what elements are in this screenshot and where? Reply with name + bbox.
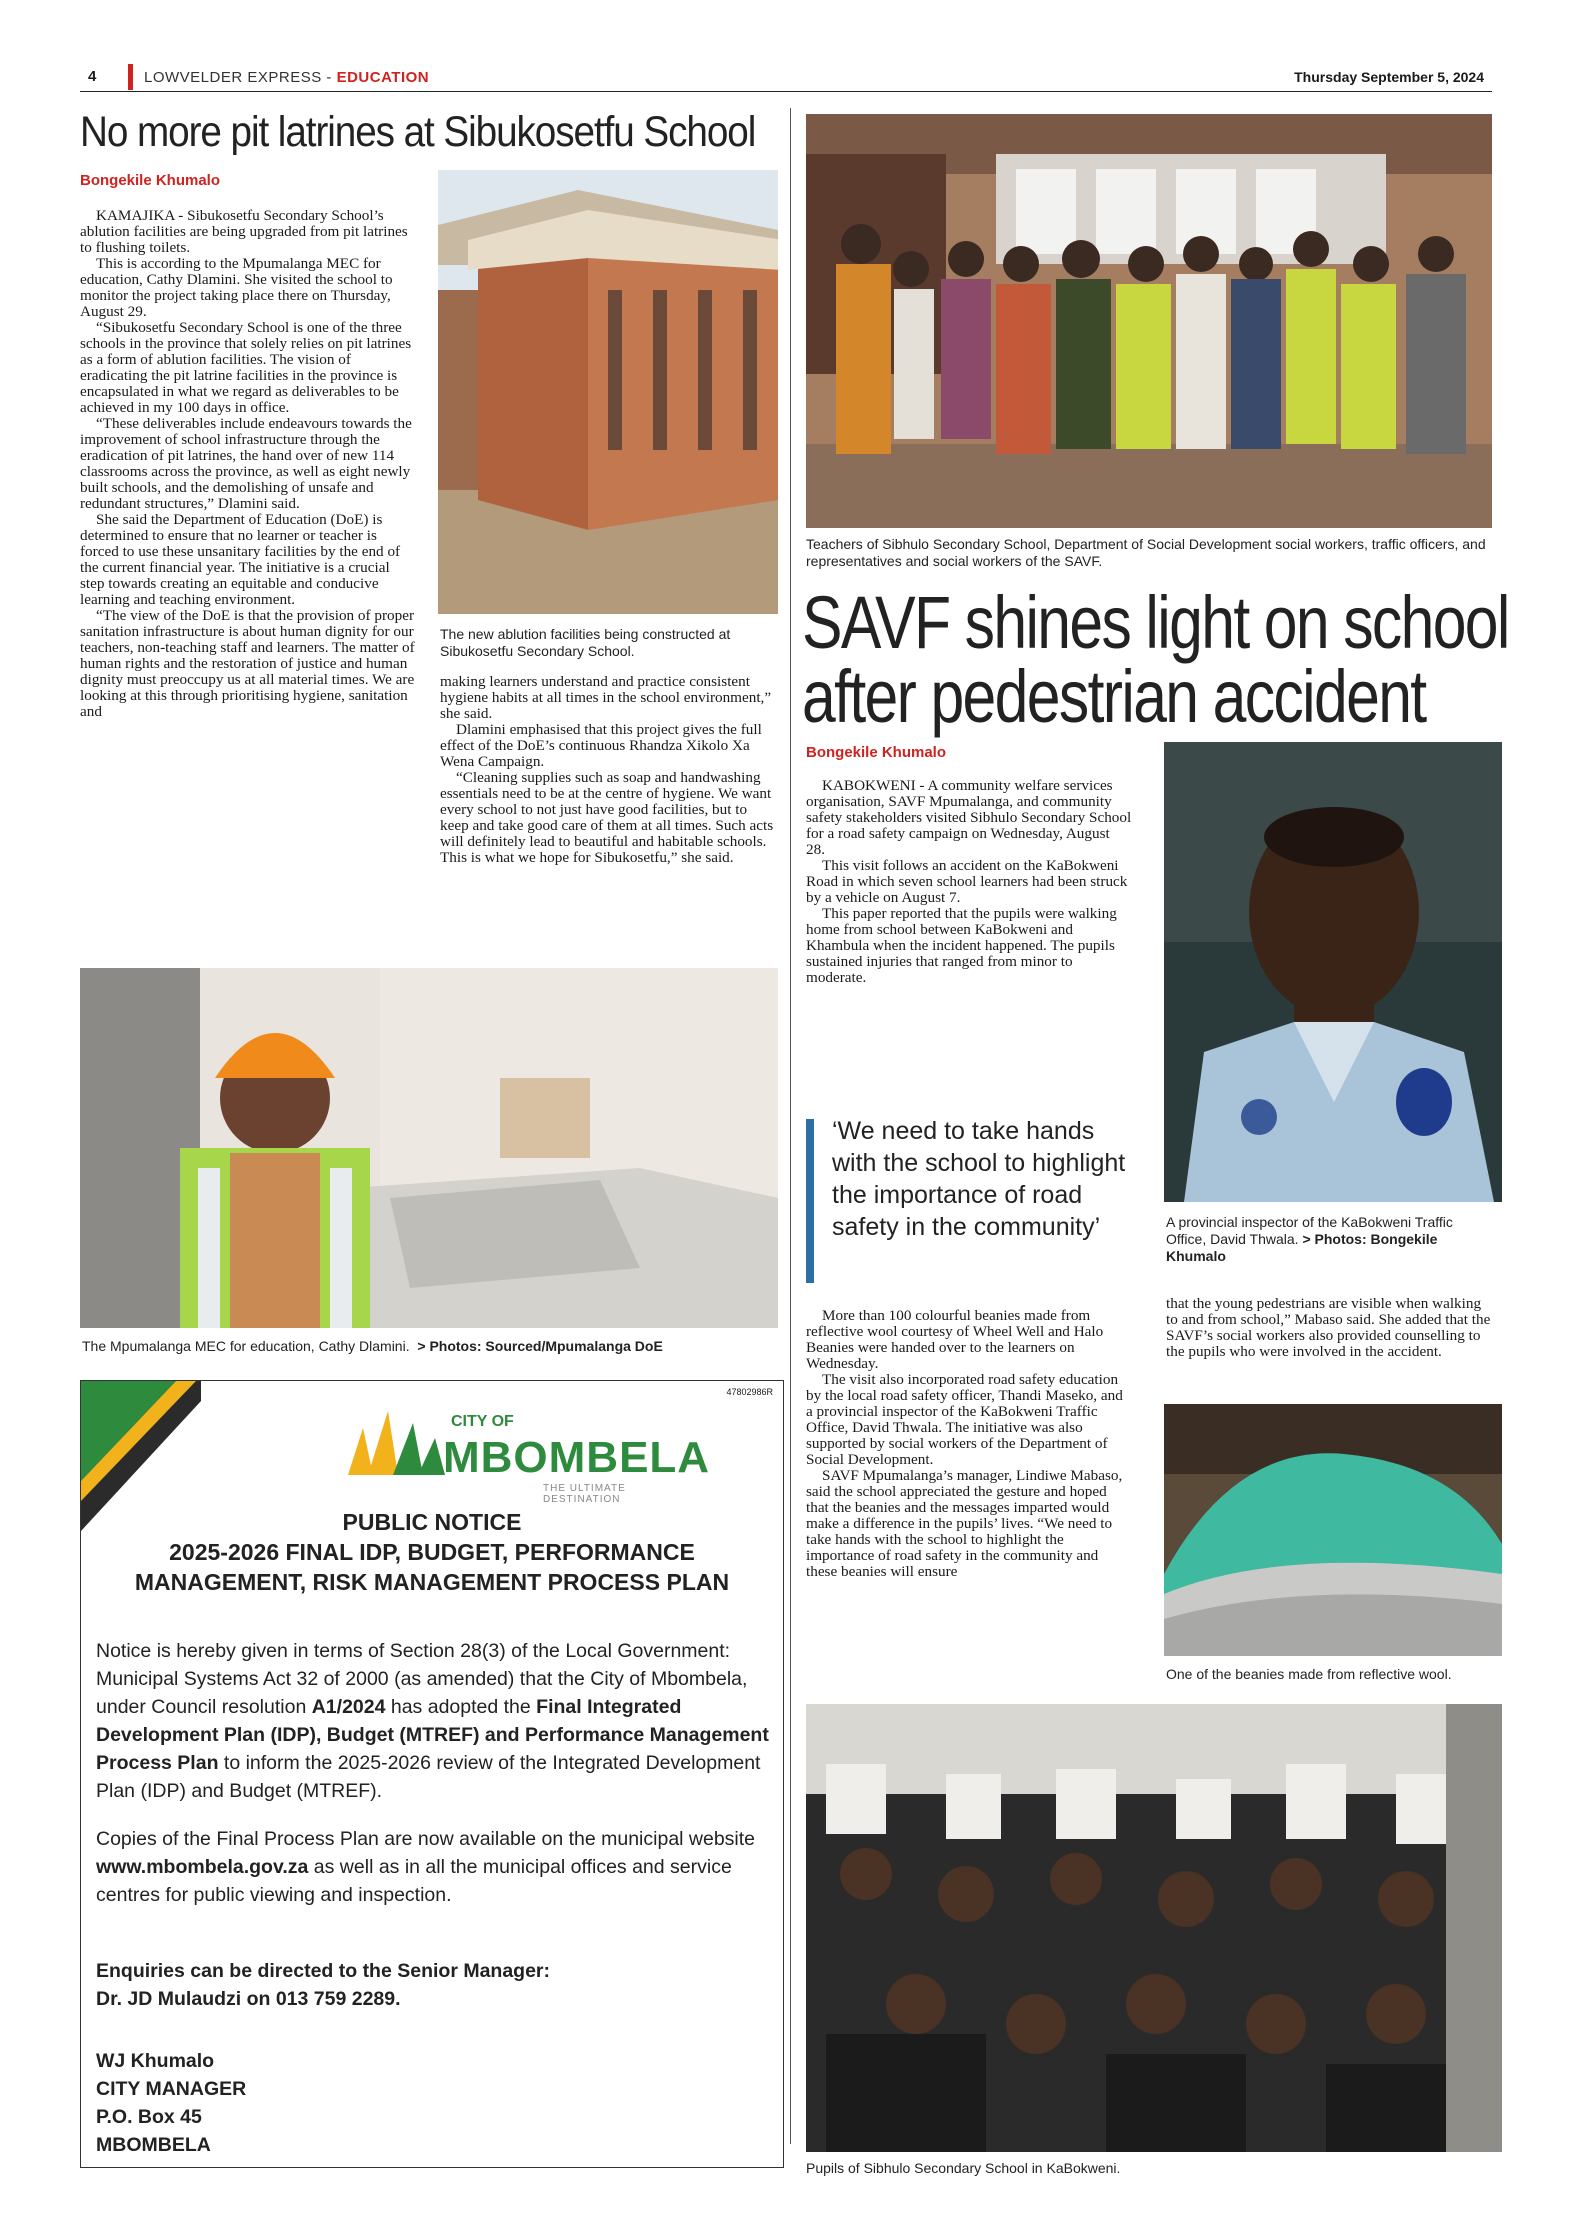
- pull-quote: [806, 1115, 1144, 1285]
- resolution-number: A1/2024: [311, 1696, 386, 1718]
- article1-column1: [80, 208, 417, 720]
- text-run: Notice is hereby given in terms of Section 28(3) of the Local Government: Municipal Systems Act 32 of 2000 (as amended) that the City of Mbombela, under Council resolution: [96, 1640, 748, 1718]
- photo-credit: > Photos: Sourced/Mpumalanga DoE: [417, 1338, 663, 1354]
- paragraph: “The view of the DoE is that the provision of proper sanitation infrastructure is about human dignity for our teachers, non-teaching staff and learners. The matter of human rights and the restoration of justice and human dignity must preoccupy us at all material times. We are looking at this through prioritising hygiene, sanitation and: [80, 607, 415, 720]
- paragraph: She said the Department of Education (DoE) is determined to ensure that no learner or teacher is forced to use these unsanitary facilities by the end of the current financial year. The initiative is a crucial step towards creating an equitable and conducive learning and teaching environment.: [80, 511, 401, 608]
- paragraph: “Sibukosetfu Secondary School is one of the three schools in the province that solely relies on pit latrines as a form of ablution facilities. The vision of eradicating the pit latrine facilities in the province is encapsulated in what we regard as deliverables to be achieved in my 100 days in office.: [80, 319, 412, 416]
- notice-paragraph-2: [96, 1825, 776, 1909]
- enquiries: [96, 1957, 776, 2013]
- text-run: as well as in all the municipal offices and service centres for public viewing and inspection.: [96, 1856, 732, 1906]
- caption-text: A provincial inspector of the KaBokweni Traffic Office, David Thwala.: [1166, 1214, 1453, 1247]
- paragraph: This paper reported that the pupils were walking home from school between KaBokweni and Khambula when the incident happened. The pupils sustained injuries that ranged from minor to moderate.: [806, 905, 1117, 986]
- group-photo: [806, 114, 1492, 528]
- text-run: Copies of the Final Process Plan are now available on the municipal website: [96, 1828, 756, 1850]
- pupils-photo: [806, 1704, 1502, 2152]
- article1-column2: [440, 674, 778, 866]
- notice-paragraph-1: [96, 1637, 776, 1805]
- paragraph: that the young pedestrians are visible when walking to and from school,” Mabaso said. She added that the SAVF’s social workers also provided counselling to the pupils who were involved in the accident.: [1166, 1295, 1491, 1360]
- paper-title: LOWVELDER EXPRESS -: [144, 69, 337, 86]
- beanie-photo: [1164, 1404, 1502, 1656]
- article1-headline: No more pit latrines at Sibukosetfu School: [80, 108, 756, 156]
- plan-name: Final Integrated Development Plan (IDP), Budget (MTREF) and Performance Management Process Plan: [96, 1696, 769, 1774]
- pull-quote-bar: [806, 1119, 814, 1283]
- mec-photo-caption: [82, 1338, 782, 1355]
- logo-name: MBOMBELA: [443, 1433, 711, 1482]
- mbombela-public-notice-advert: [80, 1380, 784, 2168]
- paragraph: This visit follows an accident on the KaBokweni Road in which seven school learners had been struck by a vehicle on August 7.: [806, 857, 1128, 906]
- inspector-photo: [1164, 742, 1502, 1202]
- signatory-title: CITY MANAGER: [96, 2078, 247, 2100]
- logo-tagline: THE ULTIMATE DESTINATION: [543, 1483, 626, 1505]
- group-photo-caption: Teachers of Sibhulo Secondary School, Department of Social Development social workers, traffic officers, and representatives and social workers of the SAVF.: [806, 536, 1486, 569]
- pupils-caption: Pupils of Sibhulo Secondary School in KaBokweni.: [806, 2160, 1121, 2176]
- text-run: has adopted the: [385, 1696, 537, 1718]
- paragraph: “These deliverables include endeavours towards the improvement of school infrastructure through the eradication of pit latrines, the hand over of new 114 classrooms across the province, as well as eight newly built schools, and the demolishing of unsafe and redundant structures,” Dlamini said.: [80, 415, 412, 512]
- pull-quote-text: ‘We need to take hands with the school to highlight the importance of road safety in the community’: [832, 1117, 1126, 1241]
- issue-date: Thursday September 5, 2024: [1294, 69, 1484, 85]
- paragraph: SAVF Mpumalanga’s manager, Lindiwe Mabaso, said the school appreciated the gesture and hoped that the beanies and the messages imparted would make a difference in the pupils’ lives. “We need to take hands with the school to highlight the importance of road safety in the community and these beanies will ensure: [806, 1467, 1123, 1580]
- caption-text: The Mpumalanga MEC for education, Cathy Dlamini.: [82, 1338, 410, 1354]
- inspector-caption: [1166, 1214, 1492, 1265]
- postal-box: P.O. Box 45: [96, 2106, 202, 2128]
- enquiries-line2: Dr. JD Mulaudzi on 013 759 2289.: [96, 1988, 401, 2010]
- header-accent-bar: [128, 64, 133, 90]
- paragraph: This is according to the Mpumalanga MEC for education, Cathy Dlamini. She visited the school to monitor the project taking place there on Thursday, August 29.: [80, 255, 393, 320]
- signature-block: [96, 2047, 776, 2159]
- paragraph: making learners understand and practice consistent hygiene habits at all times in the school environment,” she said.: [440, 673, 772, 722]
- beanie-caption: One of the beanies made from reflective wool.: [1166, 1666, 1452, 1682]
- mec-photo: [80, 968, 778, 1328]
- article2-column1-continued: [806, 1308, 1132, 1580]
- article2-byline: Bongekile Khumalo: [806, 744, 947, 761]
- page-number: 4: [88, 68, 97, 85]
- logo-city-of: CITY OF: [451, 1413, 514, 1430]
- paragraph: KAMAJIKA - Sibukosetfu Secondary School’s ablution facilities are being upgraded from pit latrines to flushing toilets.: [80, 207, 408, 256]
- page-header: [80, 64, 1492, 92]
- section-name: EDUCATION: [336, 69, 430, 86]
- website-link[interactable]: www.mbombela.gov.za: [96, 1856, 309, 1878]
- notice-subtitle-line1: 2025-2026 FINAL IDP, BUDGET, PERFORMANCE: [169, 1539, 695, 1565]
- paragraph: The visit also incorporated road safety education by the local road safety officer, Thandi Maseko, and a provincial inspector of the KaBokweni Traffic Office, David Thwala. The initiative was also supported by social workers of the Department of Social Development.: [806, 1371, 1123, 1468]
- mbombela-logo: [343, 1403, 711, 1505]
- article2-headline-line1: SAVF shines light on school: [802, 581, 1509, 664]
- paragraph: “Cleaning supplies such as soap and handwashing essentials need to be at the centre of hygiene. We want every school to not just have good facilities, but to keep and take good care of them at all times. Such acts will definitely lead to beautiful and habitable schools. This is what we hope for Sibukosetfu,” she said.: [440, 769, 774, 866]
- enquiries-line1: Enquiries can be directed to the Senior Manager:: [96, 1960, 551, 1982]
- column-divider: [790, 108, 791, 2144]
- article2-column1: [806, 778, 1132, 986]
- article1-byline: Bongekile Khumalo: [80, 172, 221, 189]
- article2-column2: [1166, 1296, 1492, 1360]
- photo-credit: > Photos: Bongekile Khumalo: [1166, 1231, 1438, 1264]
- paragraph: Dlamini emphasised that this project gives the full effect of the DoE’s continuous Rhandza Xikolo Xa Wena Campaign.: [440, 721, 762, 770]
- notice-subtitle-line2: MANAGEMENT, RISK MANAGEMENT PROCESS PLAN: [134, 1569, 730, 1595]
- notice-title: PUBLIC NOTICE: [342, 1509, 522, 1535]
- article2-headline-line2: after pedestrian accident: [802, 655, 1426, 738]
- ablution-photo-caption: The new ablution facilities being constructed at Sibukosetfu Secondary School.: [440, 626, 731, 659]
- text-run: to inform the 2025-2026 review of the Integrated Development Plan (IDP) and Budget (MTREF).: [96, 1752, 761, 1802]
- advert-reference: 47802986R: [726, 1387, 773, 1397]
- ablution-building-photo: [438, 170, 778, 614]
- paragraph: More than 100 colourful beanies made from reflective wool courtesy of Wheel Well and Halo Beanies were handed over to the learners on Wednesday.: [806, 1307, 1104, 1372]
- signatory-name: WJ Khumalo: [96, 2050, 215, 2072]
- postal-town: MBOMBELA: [96, 2134, 211, 2156]
- paper-name: [144, 69, 429, 86]
- paragraph: KABOKWENI - A community welfare services organisation, SAVF Mpumalanga, and community safety stakeholders visited Sibhulo Secondary School for a road safety campaign on Wednesday, August 28.: [806, 777, 1132, 858]
